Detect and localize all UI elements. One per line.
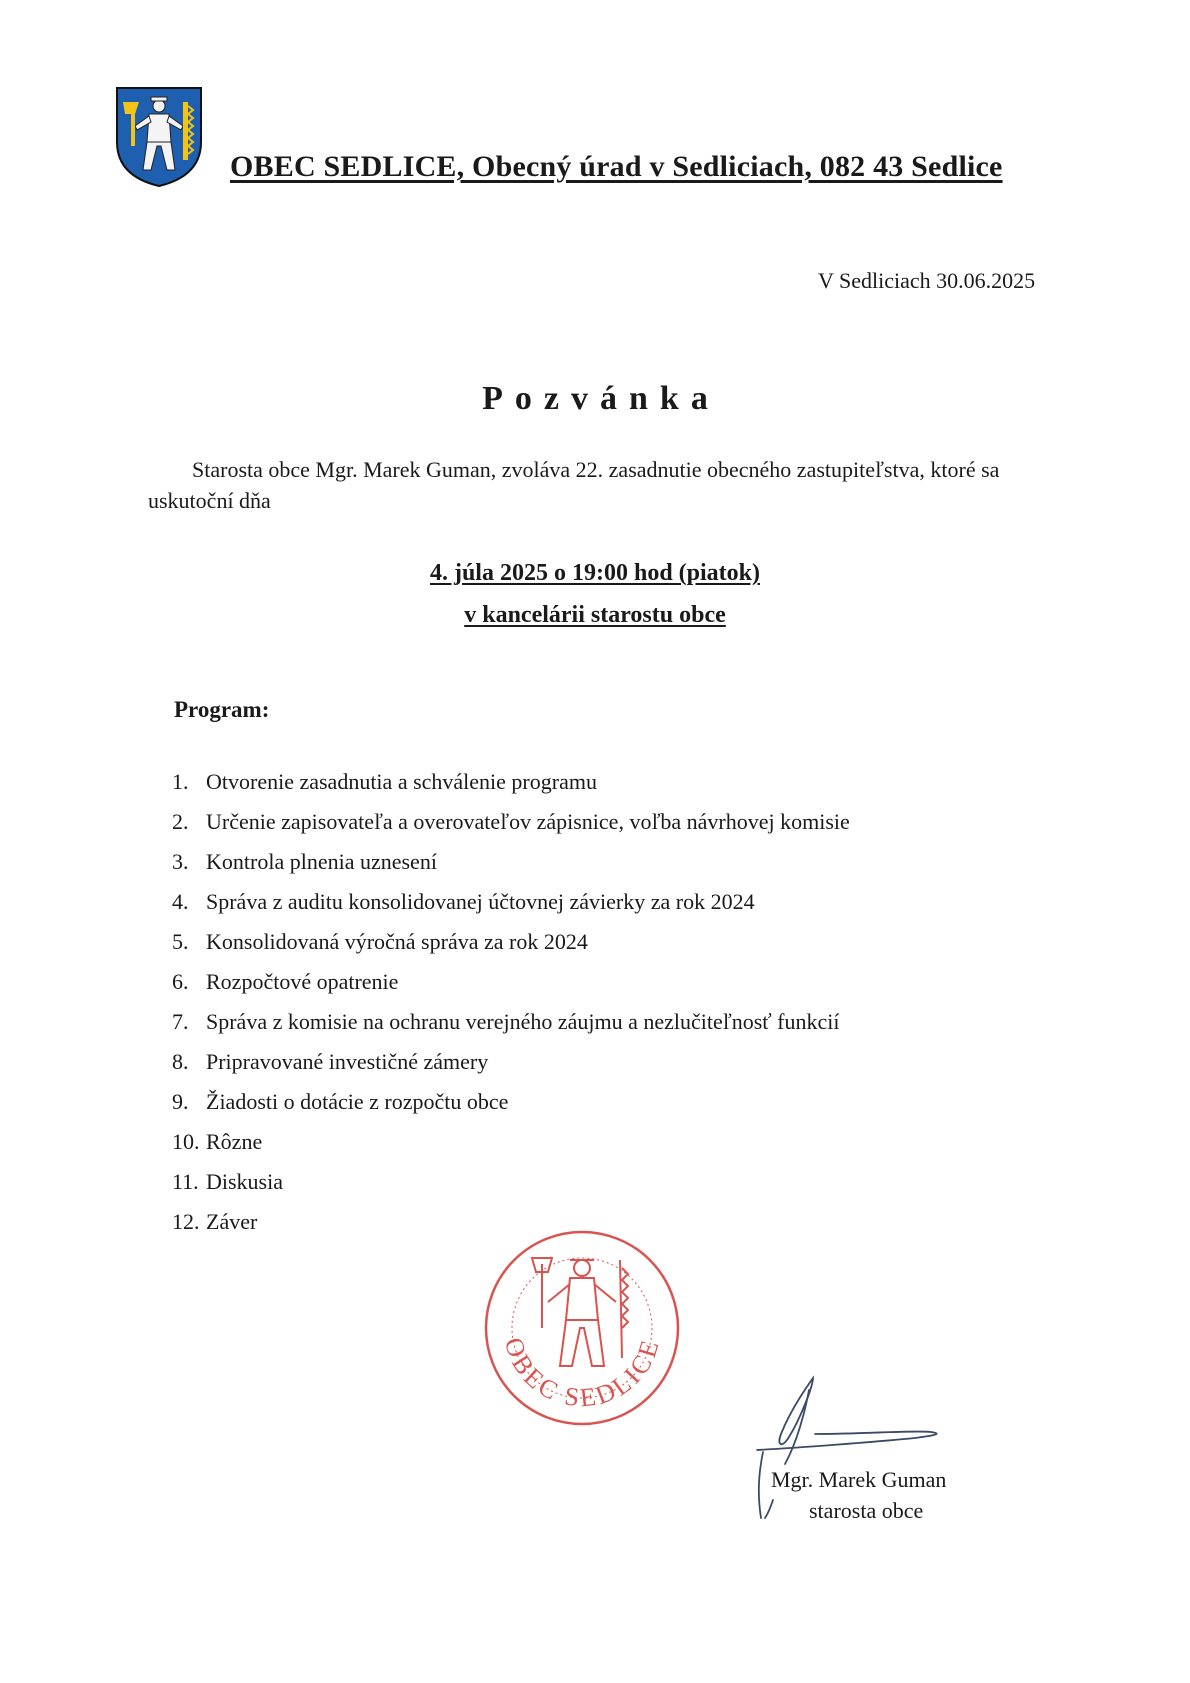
meeting-date-time: 4. júla 2025 o 19:00 hod (piatok) [429,560,761,586]
agenda-item-number: 1. [172,769,189,794]
agenda-item [172,842,850,882]
agenda-item-number: 12. [172,1209,200,1234]
agenda-item-text: Záver [206,1209,258,1234]
agenda-item-text: Určenie zapisovateľa a overovateľov zápisnice, voľba návrhovej komisie [206,809,850,834]
agenda-item-number: 9. [172,1089,189,1114]
document-title: Pozvánka [482,380,720,417]
agenda-item-text: Diskusia [206,1169,283,1194]
agenda-item-number: 2. [172,809,189,834]
agenda-item-text: Správa z auditu konsolidovanej účtovnej závierky za rok 2024 [206,889,755,914]
svg-text:OBEC SEDLICE: OBEC SEDLICE [498,1334,666,1413]
agenda-item [172,1082,850,1122]
signer-block [771,1464,946,1526]
agenda-item-text: Správa z komisie na ochranu verejného záujmu a nezlučiteľnosť funkcií [206,1009,840,1034]
agenda-item [172,1002,850,1042]
agenda-item [172,1122,850,1162]
coat-of-arms-icon [113,84,205,188]
signer-role: starosta obce [809,1498,924,1523]
agenda-item-text: Rozpočtové opatrenie [206,969,399,994]
agenda-item-number: 3. [172,849,189,874]
agenda-item-number: 8. [172,1049,189,1074]
agenda-item-text: Konsolidovaná výročná správa za rok 2024 [206,929,588,954]
intro-paragraph: Starosta obce Mgr. Marek Guman, zvoláva 22. zasadnutie obecného zastupiteľstva, ktoré sa uskutoční dňa [148,457,1000,513]
agenda-item-number: 5. [172,929,189,954]
meeting-location: v kancelárii starostu obce [464,602,726,628]
agenda-item-number: 6. [172,969,189,994]
agenda-item-number: 11. [172,1169,199,1194]
agenda-item-number: 10. [172,1129,200,1154]
agenda-item [172,802,850,842]
agenda-item [172,962,850,1002]
date-line: V Sedliciach 30.06.2025 [818,268,1036,293]
agenda-item [172,922,850,962]
agenda-item-text: Kontrola plnenia uznesení [206,849,437,874]
agenda-item-text: Žiadosti o dotácie z rozpočtu obce [206,1089,509,1114]
agenda-item [172,882,850,922]
agenda-item [172,1162,850,1202]
agenda-item-number: 4. [172,889,189,914]
program-heading: Program: [174,697,270,722]
agenda-item-text: Pripravované investičné zámery [206,1049,489,1074]
agenda-item [172,1042,850,1082]
official-stamp-icon [482,1228,682,1428]
header-title: OBEC SEDLICE, Obecný úrad v Sedliciach, 082 43 Sedlice [230,150,1003,183]
agenda-list [172,762,850,1242]
agenda-item [172,762,850,802]
agenda-item-text: Otvorenie zasadnutia a schválenie programu [206,769,597,794]
meeting-details [0,552,1190,636]
signer-name: Mgr. Marek Guman [771,1467,947,1492]
agenda-item-number: 7. [172,1009,189,1034]
agenda-item-text: Rôzne [206,1129,263,1154]
